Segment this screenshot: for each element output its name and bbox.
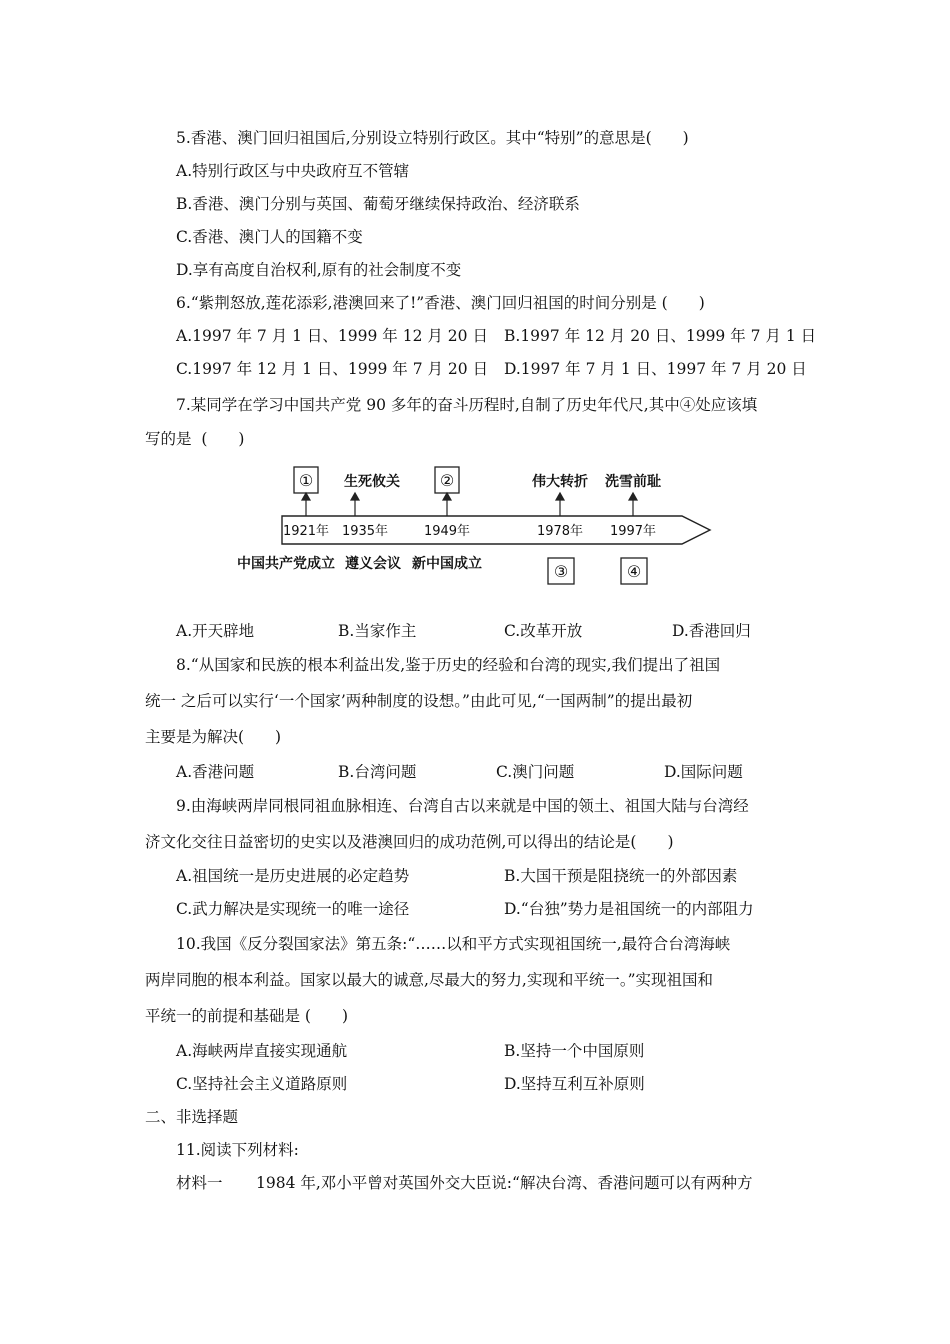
q11-material-label: 材料一 bbox=[176, 1174, 223, 1192]
q7-option-a[interactable]: A.开天辟地 bbox=[176, 622, 255, 640]
q9-option-c[interactable]: C.武力解决是实现统一的唯一途径 bbox=[176, 900, 410, 918]
year-1997: 1997年 bbox=[609, 524, 657, 539]
year-1978: 1978年 bbox=[536, 524, 584, 539]
q8-option-a[interactable]: A.香港问题 bbox=[176, 763, 255, 781]
q6-stem: 6.“紫荆怒放,莲花添彩,港澳回来了!”香港、澳门回归祖国的时间分别是 ( ) bbox=[176, 294, 705, 312]
q7-option-d[interactable]: D.香港回归 bbox=[672, 622, 751, 640]
section-heading: 二、非选择题 bbox=[145, 1108, 239, 1126]
q9-option-d[interactable]: D.“台独”势力是祖国统一的内部阻力 bbox=[504, 900, 754, 918]
q10-option-d[interactable]: D.坚持互利互补原则 bbox=[504, 1075, 645, 1093]
q8-option-b[interactable]: B.台湾问题 bbox=[338, 763, 417, 781]
marker-4-label: ④ bbox=[626, 562, 642, 581]
q10-option-a[interactable]: A.海峡两岸直接实现通航 bbox=[176, 1042, 348, 1060]
label-zunyi: 遵义会议 bbox=[345, 556, 401, 572]
q9-option-b[interactable]: B.大国干预是阻挠统一的外部因素 bbox=[504, 867, 738, 885]
q6-option-d[interactable]: D.1997 年 7 月 1 日、1997 年 7 月 20 日 bbox=[504, 360, 807, 378]
q9-stem-line2: 济文化交往日益密切的史实以及港澳回归的成功范例,可以得出的结论是( ) bbox=[145, 833, 674, 851]
q9-stem-line1: 9.由海峡两岸同根同祖血脉相连、台湾自古以来就是中国的领土、祖国大陆与台湾经 bbox=[176, 797, 749, 815]
label-shengsi: 生死攸关 bbox=[344, 474, 400, 490]
q5-option-c[interactable]: C.香港、澳门人的国籍不变 bbox=[176, 228, 363, 246]
label-prc-founded: 新中国成立 bbox=[412, 556, 482, 572]
marker-3-label: ③ bbox=[553, 562, 569, 581]
label-xixue: 洗雪前耻 bbox=[605, 474, 661, 490]
q10-stem-line1: 10.我国《反分裂国家法》第五条:“……以和平方式实现祖国统一,最符合台湾海峡 bbox=[176, 935, 731, 953]
q7-option-c[interactable]: C.改革开放 bbox=[504, 622, 583, 640]
q5-option-b[interactable]: B.香港、澳门分别与英国、葡萄牙继续保持政治、经济联系 bbox=[176, 195, 580, 213]
timeline-figure bbox=[230, 460, 720, 590]
q6-option-b[interactable]: B.1997 年 12 月 20 日、1999 年 7 月 1 日 bbox=[504, 327, 817, 345]
q9-option-a[interactable]: A.祖国统一是历史进展的必定趋势 bbox=[176, 867, 410, 885]
q8-option-d[interactable]: D.国际问题 bbox=[664, 763, 743, 781]
q10-option-b[interactable]: B.坚持一个中国原则 bbox=[504, 1042, 645, 1060]
q10-stem-line3: 平统一的前提和基础是 ( ) bbox=[145, 1007, 349, 1025]
q8-option-c[interactable]: C.澳门问题 bbox=[496, 763, 575, 781]
q5-stem: 5.香港、澳门回归祖国后,分别设立特别行政区。其中“特别”的意思是( ) bbox=[176, 129, 689, 147]
q10-stem-line2: 两岸同胞的根本利益。国家以最大的诚意,尽最大的努力,实现和平统一。”实现祖国和 bbox=[145, 971, 714, 989]
q11-stem: 11.阅读下列材料: bbox=[176, 1141, 299, 1159]
q8-stem-line1: 8.“从国家和民族的根本利益出发,鉴于历史的经验和台湾的现实,我们提出了祖国 bbox=[176, 656, 721, 674]
q5-option-a[interactable]: A.特别行政区与中央政府互不管辖 bbox=[176, 162, 410, 180]
label-weida: 伟大转折 bbox=[532, 474, 588, 490]
q6-option-a[interactable]: A.1997 年 7 月 1 日、1999 年 12 月 20 日 bbox=[176, 327, 488, 345]
year-1935: 1935年 bbox=[341, 524, 389, 539]
year-1949: 1949年 bbox=[423, 524, 471, 539]
marker-1-label: ① bbox=[298, 471, 314, 490]
q6-option-c[interactable]: C.1997 年 12 月 1 日、1999 年 7 月 20 日 bbox=[176, 360, 489, 378]
q10-option-c[interactable]: C.坚持社会主义道路原则 bbox=[176, 1075, 348, 1093]
q7-stem-line2: 写的是 ( ) bbox=[145, 430, 245, 448]
year-1921: 1921年 bbox=[282, 524, 330, 539]
q5-option-d[interactable]: D.享有高度自治权利,原有的社会制度不变 bbox=[176, 261, 462, 279]
label-cpc-founded: 中国共产党成立 bbox=[237, 556, 335, 572]
q7-stem-line1: 7.某同学在学习中国共产党 90 多年的奋斗历程时,自制了历史年代尺,其中④处应该填 bbox=[176, 396, 758, 414]
q11-material-text: 1984 年,邓小平曾对英国外交大臣说:“解决台湾、香港问题可以有两种方 bbox=[256, 1174, 753, 1192]
marker-2-label: ② bbox=[439, 471, 455, 490]
q8-stem-line3: 主要是为解决( ) bbox=[145, 728, 282, 746]
q8-stem-line2: 统一 之后可以实行‘一个国家’两种制度的设想。”由此可见,“一国两制”的提出最初 bbox=[145, 692, 693, 710]
q7-option-b[interactable]: B.当家作主 bbox=[338, 622, 417, 640]
